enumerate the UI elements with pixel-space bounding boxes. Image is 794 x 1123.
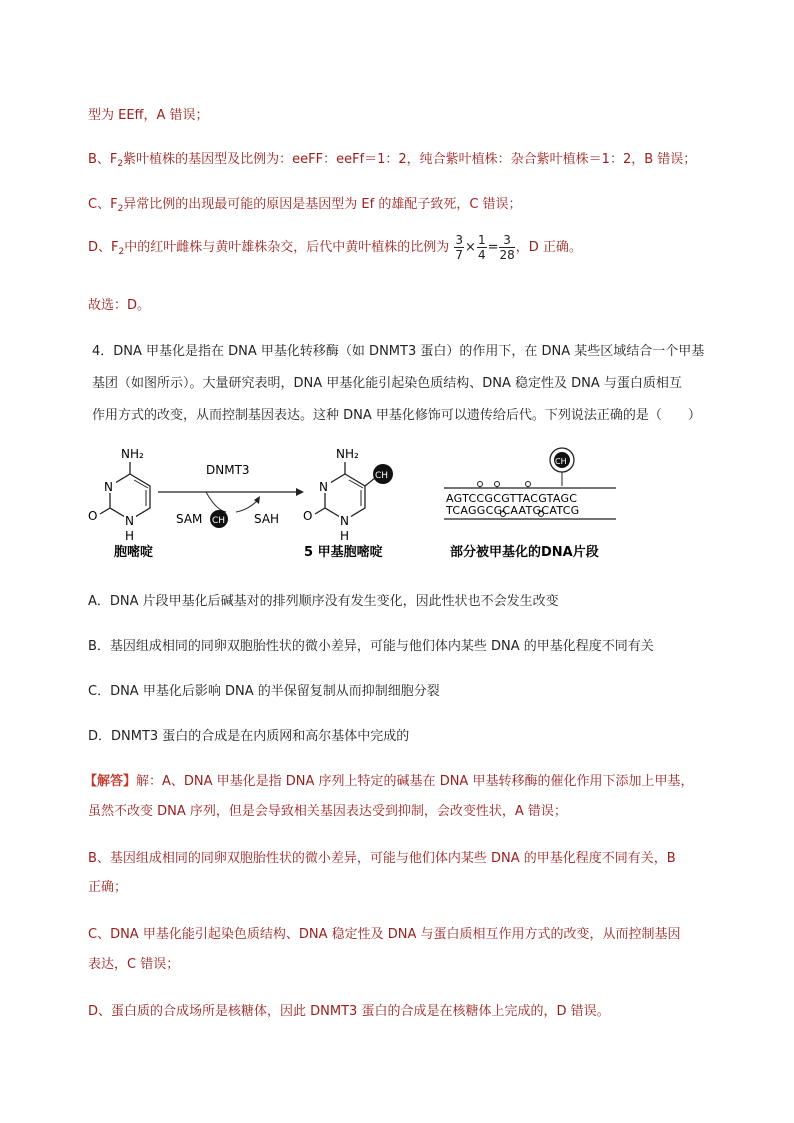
label-methylcytosine: 5 甲基胞嘧啶 [304, 545, 383, 560]
denominator: 4 [477, 248, 486, 262]
label-dna-fragment: 部分被甲基化的DNA片段 [450, 545, 599, 560]
text: D、F [88, 240, 119, 255]
fraction-3-28 [499, 233, 514, 262]
dna-strand-top: AGTCCGCGTTACGTAGC [446, 492, 578, 505]
prev-answer-line1: 型为 EEff，A 错误； [88, 108, 209, 123]
n-atom: N [125, 514, 134, 528]
o-atom: O [88, 509, 98, 523]
question-line3: 作用方式的改变，从而控制基因表达。这种 DNA 甲基化修饰可以遗传给后代。下列说法正确的是（ ） [92, 408, 701, 423]
fraction-3-7 [454, 233, 464, 262]
option-d: D．DNMT3 蛋白的合成是在内质网和高尔基体中完成的 [88, 729, 410, 744]
answer-line1 [84, 770, 693, 789]
text: B、F [88, 152, 118, 167]
text: ，D 正确。 [515, 240, 582, 255]
option-c: C．DNA 甲基化后影响 DNA 的半保留复制从而抑制细胞分裂 [88, 684, 440, 699]
n-atom: N [104, 480, 113, 494]
n-atom: N [319, 480, 328, 494]
option-a: A．DNA 片段甲基化后碱基对的排列顺序没有发生变化，因此性状也不会发生改变 [88, 594, 559, 609]
dna-strand-bottom: TCAGGCGCAATGCATCG [446, 504, 580, 517]
nh2-label: NH₂ [336, 447, 359, 461]
text: 中的红叶雌株与黄叶雄株杂交，后代中黄叶植株的比例为 [124, 240, 450, 255]
option-b: B．基因组成相同的同卵双胞胎性状的微小差异，可能与他们体内某些 DNA 的甲基化程度不同有关 [88, 639, 654, 654]
methylcytosine-structure [303, 447, 393, 560]
denominator: 28 [499, 248, 515, 262]
sah-label: SAH [254, 512, 280, 526]
subscript: 2 [118, 247, 125, 257]
nh2-label: NH₂ [121, 447, 144, 461]
cytosine-structure [88, 447, 153, 560]
reaction-arrow [158, 463, 304, 528]
answer-line3: B、基因组成相同的同卵双胞胎性状的微小差异，可能与他们体内某些 DNA 的甲基化程度不同有关，B [88, 851, 676, 866]
prev-answer-line-d [88, 233, 582, 262]
ch3-badge: CH [212, 516, 226, 526]
h-atom: H [125, 529, 135, 543]
enzyme-label: DNMT3 [206, 463, 250, 477]
ch3-badge: CH [375, 471, 389, 481]
text: 紫叶植株的基因型及比例为：eeFF：eeFf＝1：2，纯合紫叶植株：杂合紫叶植株＝1：2，B 错误； [123, 152, 697, 167]
h-atom: H [340, 529, 350, 543]
methylation-figure [88, 440, 648, 565]
answer-tag: 【解答】 [84, 774, 137, 789]
answer-line5: C、DNA 甲基化能引起染色质结构、DNA 稳定性及 DNA 与蛋白质相互作用方式的改变，从而控制基因 [88, 927, 681, 942]
question-line1: 4．DNA 甲基化是指在 DNA 甲基化转移酶（如 DNMT3 蛋白）的作用下，在 DNA 某些区域结合一个甲基 [92, 344, 705, 359]
subscript: 2 [117, 159, 124, 169]
equals-sign: = [487, 240, 499, 255]
sam-label: SAM [176, 512, 203, 526]
n-atom: N [340, 514, 349, 528]
prev-answer-choice: 故选：D。 [88, 298, 151, 313]
text: 异常比例的出现最可能的原因是基因型为 Ef 的雄配子致死，C 错误； [123, 197, 522, 212]
numerator: 3 [455, 233, 464, 247]
answer-line4: 正确； [88, 880, 128, 895]
dna-fragment [444, 448, 616, 560]
answer-line7: D、蛋白质的合成场所是核糖体，因此 DNMT3 蛋白的合成是在核糖体上完成的，D 错误。 [88, 1004, 610, 1019]
denominator: 7 [455, 248, 464, 262]
fraction-1-4 [477, 233, 487, 262]
prev-answer-line-b [88, 148, 696, 169]
label-cytosine: 胞嘧啶 [114, 545, 154, 560]
times-sign: × [465, 240, 476, 255]
answer-line6: 表达，C 错误； [88, 957, 180, 972]
subscript: 2 [117, 204, 124, 214]
question-line2: 基团（如图所示）。大量研究表明，DNA 甲基化能引起染色质结构、DNA 稳定性及 DNA 与蛋白质相互 [92, 376, 682, 391]
text: 解：A、DNA 甲基化是指 DNA 序列上特定的碱基在 DNA 甲基转移酶的催化作用下添加上甲基， [136, 774, 694, 789]
o-atom: O [303, 509, 313, 523]
numerator: 3 [499, 233, 514, 248]
text: C、F [88, 197, 118, 212]
ch3-badge: CH [555, 457, 567, 466]
prev-answer-line-c [88, 193, 522, 214]
answer-line2: 虽然不改变 DNA 序列，但是会导致相关基因表达受到抑制，会改变性状，A 错误； [88, 804, 567, 819]
numerator: 1 [477, 233, 486, 247]
